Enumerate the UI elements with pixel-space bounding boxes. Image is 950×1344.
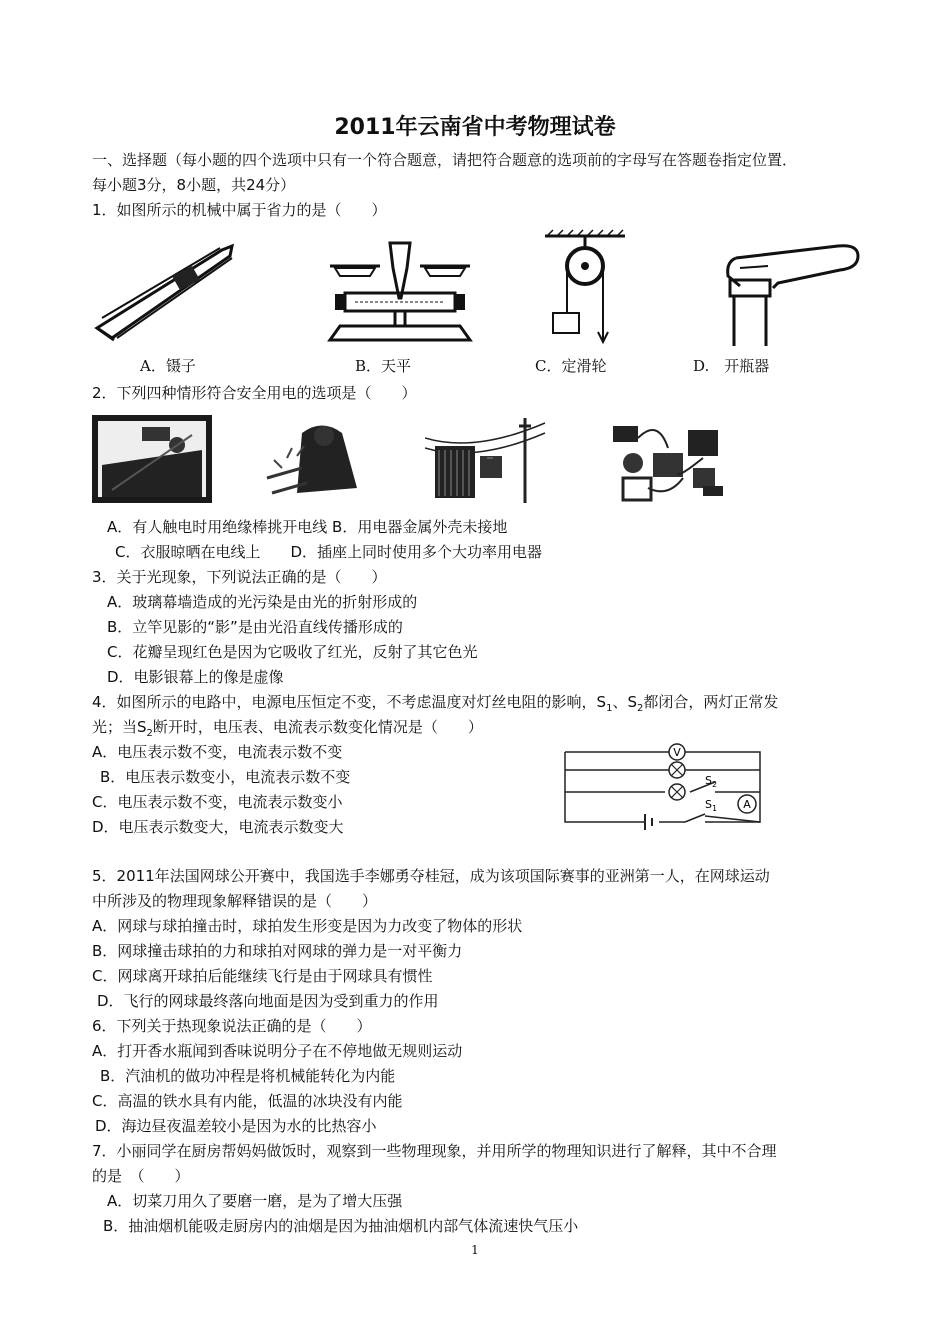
q4-option-d: D．电压表示数变大，电流表示数变大 [92, 818, 344, 836]
q1-caption-d: D. 开瓶器 [693, 357, 770, 375]
switch-s2-label: $S_2$ [705, 774, 718, 789]
balance-figure [325, 238, 475, 348]
fixed-pulley-figure [545, 228, 625, 348]
switch-s1-label: $S_1$ [705, 798, 718, 813]
q3-option-d: D．电影银幕上的像是虚像 [107, 668, 284, 686]
q4-option-a: A．电压表示数不变，电流表示数不变 [92, 743, 343, 761]
q7-option-a: A．切菜刀用久了要磨一磨，是为了增大压强 [107, 1192, 403, 1210]
overloaded-socket-figure [608, 418, 733, 503]
page-number: 1 [471, 1243, 479, 1257]
section-heading-line1: 一、选择题（每小题的四个选项中只有一个符合题意，请把符合题意的选项前的字母写在答题卷指定位置． [92, 151, 798, 169]
q1-caption-b: B．天平 [355, 357, 412, 375]
q1-stem: 1．如图所示的机械中属于省力的是（ ） [92, 201, 387, 219]
q6-option-d: D．海边昼夜温差较小是因为水的比热容小 [95, 1117, 377, 1135]
bottle-opener-figure [718, 238, 863, 348]
page-title: 2011年云南省中考物理试卷 [334, 115, 616, 140]
tweezers-figure [92, 238, 242, 348]
q5-option-a: A．网球与球拍撞击时，球拍发生形变是因为力改变了物体的形状 [92, 917, 523, 935]
q1-caption-c: C．定滑轮 [535, 357, 607, 375]
q2-stem: 2．下列四种情形符合安全用电的选项是（ ） [92, 384, 417, 402]
q6-option-c: C．高温的铁水具有内能，低温的冰块没有内能 [92, 1092, 403, 1110]
circuit-diagram [555, 742, 770, 830]
q5-option-d: D．飞行的网球最终落向地面是因为受到重力的作用 [97, 992, 439, 1010]
q1-caption-a: A．镊子 [140, 357, 196, 375]
q7-stem-line1: 7．小丽同学在厨房帮妈妈做饭时，观察到一些物理现象，并用所学的物理知识进行了解释，其中不合理 [92, 1142, 777, 1160]
clothes-on-wire-figure [425, 418, 550, 503]
ammeter-label: A [743, 798, 751, 811]
q3-option-b: B．立竿见影的“影”是由光沿直线传播形成的 [107, 618, 403, 636]
q2-options-line2: C．衣服晾晒在电线上 D．插座上同时使用多个大功率用电器 [115, 543, 543, 561]
q6-stem: 6．下列关于热现象说法正确的是（ ） [92, 1017, 372, 1035]
q5-option-c: C．网球离开球拍后能继续飞行是由于网球具有惯性 [92, 967, 433, 985]
section-heading-line2: 每小题3分，8小题，共24分） [92, 176, 296, 194]
q5-stem-line2: 中所涉及的物理现象解释错误的是（ ） [92, 892, 378, 910]
q3-option-c: C．花瓣呈现红色是因为它吸收了红光，反射了其它色光 [107, 643, 478, 661]
q6-option-b: B．汽油机的做功冲程是将机械能转化为内能 [100, 1067, 396, 1085]
q3-stem: 3．关于光现象，下列说法正确的是（ ） [92, 568, 387, 586]
voltmeter-label: V [673, 746, 681, 759]
q4-stem-line2: 光；当$S_2$断开时，电压表、电流表示数变化情况是（ ） [92, 718, 483, 739]
q7-option-b: B．抽油烟机能吸走厨房内的油烟是因为抽油烟机内部气体流速快气压小 [103, 1217, 579, 1235]
q2-options-line1: A．有人触电时用绝缘棒挑开电线 B．用电器金属外壳未接地 [107, 518, 508, 536]
ungrounded-appliance-figure [262, 418, 377, 503]
electric-shock-rescue-figure [92, 415, 212, 503]
q4-option-c: C．电压表示数不变，电流表示数变小 [92, 793, 343, 811]
q5-stem-line1: 5．2011年法国网球公开赛中，我国选手李娜勇夺桂冠，成为该项国际赛事的亚洲第一人，在网球运动 [92, 867, 770, 885]
q4-option-b: B．电压表示数变小，电流表示数不变 [100, 768, 351, 786]
q7-stem-line2: 的是 （ ） [92, 1167, 190, 1185]
q6-option-a: A．打开香水瓶闻到香味说明分子在不停地做无规则运动 [92, 1042, 463, 1060]
q3-option-a: A．玻璃幕墙造成的光污染是由光的折射形成的 [107, 593, 418, 611]
q5-option-b: B．网球撞击球拍的力和球拍对网球的弹力是一对平衡力 [92, 942, 463, 960]
q4-stem-line1: 4．如图所示的电路中，电源电压恒定不变，不考虑温度对灯丝电阻的影响，$S_1$、$S_2$都闭合，两灯正常发 [92, 693, 779, 714]
